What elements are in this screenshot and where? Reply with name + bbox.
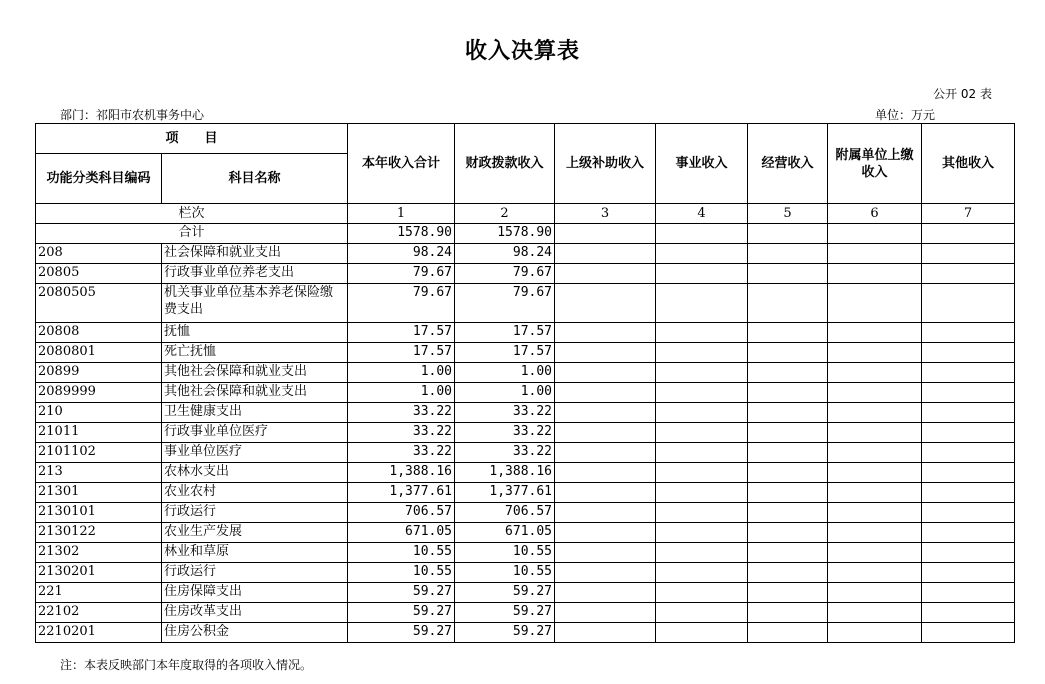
total-label: 合计 — [36, 224, 348, 244]
empty-cell — [922, 623, 1015, 643]
column-index-6: 6 — [828, 204, 922, 224]
table-row — [36, 323, 1015, 343]
empty-cell — [828, 603, 922, 623]
subject-code: 2130122 — [36, 523, 162, 543]
empty-cell — [922, 563, 1015, 583]
empty-cell — [748, 563, 828, 583]
total-income-cell: 33.22 — [348, 423, 455, 443]
subject-code: 2080801 — [36, 343, 162, 363]
empty-cell — [922, 543, 1015, 563]
empty-cell — [828, 483, 922, 503]
empty-cell — [748, 483, 828, 503]
subject-name: 其他社会保障和就业支出 — [162, 363, 348, 383]
empty-cell — [922, 463, 1015, 483]
column-index-row — [36, 204, 1015, 224]
total-income-cell: 59.27 — [348, 623, 455, 643]
header-affiliated: 附属单位上缴收入 — [828, 124, 922, 204]
fiscal-cell: 17.57 — [455, 343, 555, 363]
fiscal-cell: 10.55 — [455, 543, 555, 563]
subject-name: 林业和草原 — [162, 543, 348, 563]
empty-cell — [555, 383, 656, 403]
subject-name: 农业生产发展 — [162, 523, 348, 543]
header-operating: 经营收入 — [748, 124, 828, 204]
total-income-cell: 33.22 — [348, 403, 455, 423]
total-income-value: 1578.90 — [348, 224, 455, 244]
column-index-3: 3 — [555, 204, 656, 224]
fiscal-cell: 59.27 — [455, 623, 555, 643]
subject-name: 卫生健康支出 — [162, 403, 348, 423]
empty-cell — [656, 603, 748, 623]
empty-cell — [656, 284, 748, 323]
subject-name: 其他社会保障和就业支出 — [162, 383, 348, 403]
fiscal-cell: 79.67 — [455, 264, 555, 284]
empty-cell — [828, 284, 922, 323]
subject-name: 住房保障支出 — [162, 583, 348, 603]
empty-cell — [748, 443, 828, 463]
empty-cell — [828, 463, 922, 483]
empty-cell — [656, 343, 748, 363]
subject-code: 21011 — [36, 423, 162, 443]
empty-cell — [555, 563, 656, 583]
header-superior-subsidy: 上级补助收入 — [555, 124, 656, 204]
fiscal-cell: 706.57 — [455, 503, 555, 523]
fiscal-cell: 1.00 — [455, 363, 555, 383]
fiscal-cell: 10.55 — [455, 563, 555, 583]
empty-cell — [922, 423, 1015, 443]
subject-code: 21301 — [36, 483, 162, 503]
fiscal-cell: 79.67 — [455, 284, 555, 323]
total-row — [36, 224, 1015, 244]
total-income-cell: 706.57 — [348, 503, 455, 523]
empty-cell — [922, 284, 1015, 323]
empty-cell — [656, 523, 748, 543]
table-row — [36, 523, 1015, 543]
empty-cell — [828, 323, 922, 343]
subject-name: 行政事业单位医疗 — [162, 423, 348, 443]
empty-cell — [656, 363, 748, 383]
empty-cell — [748, 523, 828, 543]
table-row — [36, 244, 1015, 264]
subject-code: 221 — [36, 583, 162, 603]
empty-cell — [748, 323, 828, 343]
total-income-cell: 59.27 — [348, 583, 455, 603]
empty-cell — [828, 543, 922, 563]
table-row — [36, 503, 1015, 523]
subject-code: 20899 — [36, 363, 162, 383]
fiscal-cell: 33.22 — [455, 443, 555, 463]
empty-cell — [748, 284, 828, 323]
column-index-7: 7 — [922, 204, 1015, 224]
total-income-cell: 1,377.61 — [348, 483, 455, 503]
header-other: 其他收入 — [922, 124, 1015, 204]
fiscal-cell: 671.05 — [455, 523, 555, 543]
empty-cell — [555, 403, 656, 423]
fiscal-cell: 33.22 — [455, 423, 555, 443]
empty-cell — [656, 443, 748, 463]
total-income-cell: 79.67 — [348, 284, 455, 323]
empty-cell — [656, 383, 748, 403]
fiscal-cell: 1,388.16 — [455, 463, 555, 483]
empty-cell — [555, 463, 656, 483]
header-business: 事业收入 — [656, 124, 748, 204]
fiscal-cell: 1.00 — [455, 383, 555, 403]
empty-cell — [656, 244, 748, 264]
subject-name: 住房改革支出 — [162, 603, 348, 623]
empty-cell — [555, 543, 656, 563]
subject-code: 2101102 — [36, 443, 162, 463]
subject-code: 213 — [36, 463, 162, 483]
table-row — [36, 443, 1015, 463]
empty-cell — [828, 383, 922, 403]
empty-cell — [748, 543, 828, 563]
header-func-code: 功能分类科目编码 — [36, 154, 162, 204]
subject-code: 21302 — [36, 543, 162, 563]
empty-cell — [828, 583, 922, 603]
empty-cell — [656, 463, 748, 483]
empty-cell — [656, 323, 748, 343]
empty-cell — [922, 523, 1015, 543]
subject-code: 208 — [36, 244, 162, 264]
table-row — [36, 284, 1015, 323]
empty-cell — [555, 284, 656, 323]
table-row — [36, 583, 1015, 603]
subject-name: 农业农村 — [162, 483, 348, 503]
empty-cell — [922, 244, 1015, 264]
table-row — [36, 363, 1015, 383]
empty-cell — [748, 383, 828, 403]
page-title: 收入决算表 — [464, 39, 580, 64]
empty-cell — [828, 403, 922, 423]
empty-cell — [748, 603, 828, 623]
empty-cell — [828, 503, 922, 523]
income-table — [35, 123, 1015, 643]
table-row — [36, 463, 1015, 483]
empty-cell — [656, 483, 748, 503]
subject-name: 抚恤 — [162, 323, 348, 343]
total-fiscal-value: 1578.90 — [455, 224, 555, 244]
header-item: 项 目 — [36, 124, 348, 154]
column-index-2: 2 — [455, 204, 555, 224]
total-income-cell: 79.67 — [348, 264, 455, 284]
empty-cell — [555, 423, 656, 443]
total-income-cell: 10.55 — [348, 563, 455, 583]
empty-cell — [748, 463, 828, 483]
empty-cell — [922, 343, 1015, 363]
empty-cell — [828, 343, 922, 363]
empty-cell — [828, 423, 922, 443]
empty-cell — [555, 583, 656, 603]
empty-cell — [555, 523, 656, 543]
subject-code: 20805 — [36, 264, 162, 284]
table-row — [36, 343, 1015, 363]
empty-cell — [922, 603, 1015, 623]
empty-cell — [656, 503, 748, 523]
empty-cell — [748, 244, 828, 264]
empty-cell — [748, 623, 828, 643]
unit-label: 单位：万元 — [875, 108, 936, 122]
table-row — [36, 423, 1015, 443]
header-subject-name: 科目名称 — [162, 154, 348, 204]
subject-code: 2080505 — [36, 284, 162, 323]
total-income-cell: 98.24 — [348, 244, 455, 264]
empty-cell — [748, 363, 828, 383]
column-index-1: 1 — [348, 204, 455, 224]
subject-code: 2210201 — [36, 623, 162, 643]
total-income-cell: 17.57 — [348, 343, 455, 363]
subject-name: 机关事业单位基本养老保险缴费支出 — [162, 284, 348, 323]
subject-code: 2130201 — [36, 563, 162, 583]
subject-name: 事业单位医疗 — [162, 443, 348, 463]
empty-cell — [922, 503, 1015, 523]
column-index-5: 5 — [748, 204, 828, 224]
total-income-cell: 1.00 — [348, 363, 455, 383]
empty-cell — [828, 523, 922, 543]
table-row — [36, 563, 1015, 583]
department-label: 部门：祁阳市农机事务中心 — [60, 108, 205, 122]
subject-code: 22102 — [36, 603, 162, 623]
fiscal-cell: 98.24 — [455, 244, 555, 264]
total-income-cell: 1.00 — [348, 383, 455, 403]
empty-cell — [922, 483, 1015, 503]
empty-cell — [748, 343, 828, 363]
header-fiscal: 财政拨款收入 — [455, 124, 555, 204]
empty-cell — [828, 623, 922, 643]
fiscal-cell: 33.22 — [455, 403, 555, 423]
empty-cell — [555, 603, 656, 623]
empty-cell — [555, 443, 656, 463]
subject-name: 行政事业单位养老支出 — [162, 264, 348, 284]
form-code: 公开 02 表 — [933, 87, 992, 101]
table-row — [36, 483, 1015, 503]
empty-cell — [656, 623, 748, 643]
empty-cell — [555, 323, 656, 343]
footnote: 注：本表反映部门本年度取得的各项收入情况。 — [60, 658, 313, 672]
subject-name: 死亡抚恤 — [162, 343, 348, 363]
subject-code: 2089999 — [36, 383, 162, 403]
empty-cell — [828, 563, 922, 583]
total-income-cell: 17.57 — [348, 323, 455, 343]
header-total-income: 本年收入合计 — [348, 124, 455, 204]
total-income-cell: 10.55 — [348, 543, 455, 563]
subject-code: 2130101 — [36, 503, 162, 523]
empty-cell — [748, 583, 828, 603]
empty-cell — [828, 264, 922, 284]
empty-cell — [555, 264, 656, 284]
total-income-cell: 1,388.16 — [348, 463, 455, 483]
empty-cell — [922, 403, 1015, 423]
empty-cell — [922, 363, 1015, 383]
total-income-cell: 33.22 — [348, 443, 455, 463]
empty-cell — [828, 443, 922, 463]
column-index-4: 4 — [656, 204, 748, 224]
empty-cell — [656, 264, 748, 284]
empty-cell — [555, 343, 656, 363]
fiscal-cell: 59.27 — [455, 583, 555, 603]
fiscal-cell: 17.57 — [455, 323, 555, 343]
subject-name: 农林水支出 — [162, 463, 348, 483]
total-income-cell: 671.05 — [348, 523, 455, 543]
empty-cell — [656, 563, 748, 583]
empty-cell — [922, 323, 1015, 343]
table-row — [36, 543, 1015, 563]
empty-cell — [748, 423, 828, 443]
empty-cell — [555, 363, 656, 383]
empty-cell — [748, 403, 828, 423]
fiscal-cell: 1,377.61 — [455, 483, 555, 503]
empty-cell — [656, 543, 748, 563]
table-row — [36, 403, 1015, 423]
empty-cell — [656, 423, 748, 443]
table-row — [36, 623, 1015, 643]
subject-code: 210 — [36, 403, 162, 423]
subject-name: 社会保障和就业支出 — [162, 244, 348, 264]
subject-name: 住房公积金 — [162, 623, 348, 643]
empty-cell — [555, 483, 656, 503]
empty-cell — [656, 403, 748, 423]
empty-cell — [748, 503, 828, 523]
empty-cell — [922, 383, 1015, 403]
table-row — [36, 603, 1015, 623]
subject-name: 行政运行 — [162, 503, 348, 523]
empty-cell — [748, 264, 828, 284]
fiscal-cell: 59.27 — [455, 603, 555, 623]
empty-cell — [555, 244, 656, 264]
empty-cell — [922, 264, 1015, 284]
empty-cell — [922, 583, 1015, 603]
subject-code: 20808 — [36, 323, 162, 343]
empty-cell — [828, 363, 922, 383]
table-row — [36, 383, 1015, 403]
table-row — [36, 264, 1015, 284]
total-income-cell: 59.27 — [348, 603, 455, 623]
empty-cell — [922, 443, 1015, 463]
empty-cell — [555, 503, 656, 523]
subject-name: 行政运行 — [162, 563, 348, 583]
empty-cell — [828, 244, 922, 264]
empty-cell — [656, 583, 748, 603]
column-index-label: 栏次 — [36, 204, 348, 224]
empty-cell — [555, 623, 656, 643]
